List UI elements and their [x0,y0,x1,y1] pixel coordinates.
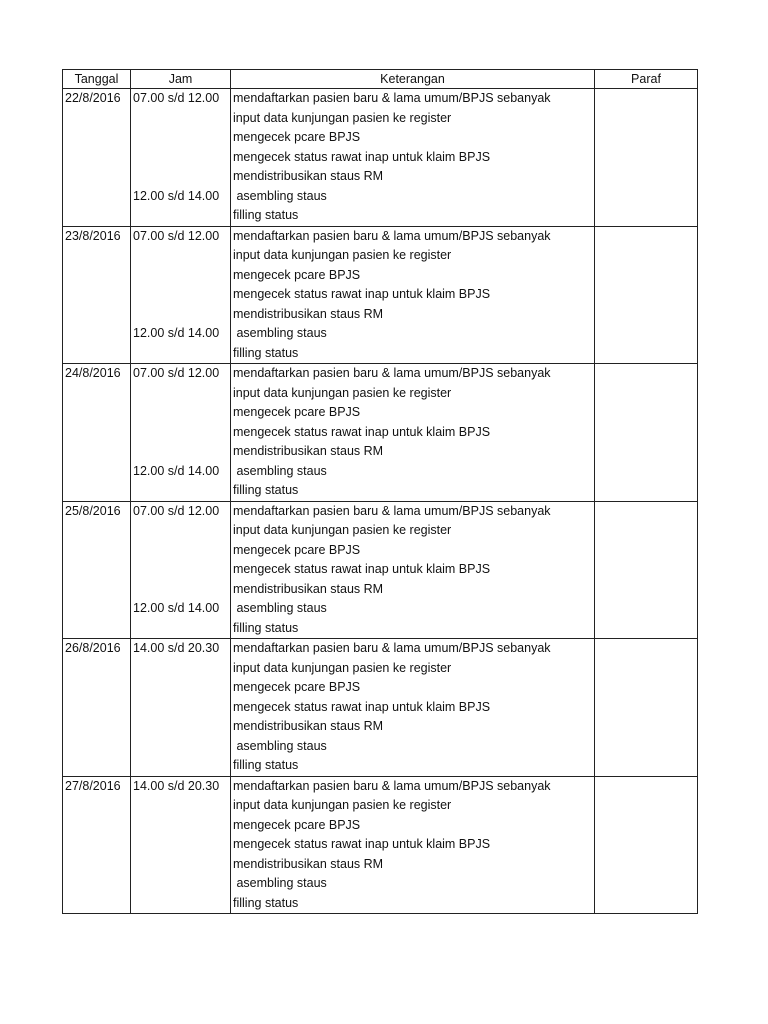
time-range [133,855,228,875]
time-range: 12.00 s/d 14.00 [133,326,220,340]
time-range [133,580,228,600]
time-range [133,541,228,561]
date-cell [63,501,131,639]
task-line: mengecek pcare BPJS [233,267,361,282]
task-line: asembling staus [233,876,327,890]
task-line: filling status [233,483,299,497]
table-row [63,501,698,639]
time-range [133,874,228,894]
time-range [133,756,228,776]
task-line: filling status [233,895,299,910]
time-range: 12.00 s/d 14.00 [133,601,220,615]
date-value: 23/8/2016 [65,228,121,243]
task-line: mengecek status rawat inap untuk klaim BPJS [233,424,491,439]
task-line: input data kunjungan pasien ke register [233,385,452,400]
time-range: 07.00 s/d 12.00 [133,228,220,243]
task-line: input data kunjungan pasien ke register [233,798,452,812]
time-range [133,403,228,423]
jam-cell [131,639,231,777]
task-line: mendistribusikan staus RM [233,444,384,458]
task-line: filling status [233,345,299,360]
time-range: 07.00 s/d 12.00 [133,91,220,105]
task-line: input data kunjungan pasien ke register [233,660,452,675]
paraf-cell [595,501,698,639]
time-range: 14.00 s/d 20.30 [133,778,220,793]
task-line: mengecek status rawat inap untuk klaim BPJS [233,699,491,714]
task-line: asembling staus [233,738,327,753]
task-line: mengecek pcare BPJS [233,817,361,832]
task-line: mengecek pcare BPJS [233,130,361,144]
task-line: mendistribusikan staus RM [233,581,384,596]
task-line: asembling staus [233,601,327,615]
date-cell [63,89,131,227]
task-line: mendaftarkan pasien baru & lama umum/BPJS sebanyak [233,641,551,655]
task-line: input data kunjungan pasien ke register [233,110,452,125]
time-range: 07.00 s/d 12.00 [133,503,220,518]
task-line: input data kunjungan pasien ke register [233,523,452,537]
paraf-cell [595,364,698,502]
jam-cell [131,501,231,639]
date-value: 25/8/2016 [65,503,121,518]
task-line: mendistribusikan staus RM [233,306,384,321]
time-range: 12.00 s/d 14.00 [133,188,220,203]
time-range [133,423,228,443]
jam-cell [131,226,231,364]
paraf-cell [595,639,698,777]
date-value: 27/8/2016 [65,778,121,793]
table-row [63,89,698,227]
table-row [63,776,698,914]
task-line: mendaftarkan pasien baru & lama umum/BPJS sebanyak [233,366,551,380]
time-range [133,796,228,816]
header-keterangan: Keterangan [231,70,595,89]
time-range [133,246,228,266]
task-line: mendistribusikan staus RM [233,169,384,183]
time-range [133,560,228,580]
time-range [133,835,228,855]
jam-cell [131,364,231,502]
date-value: 26/8/2016 [65,641,121,655]
time-range [133,659,228,679]
time-range [133,206,228,226]
task-line: asembling staus [233,463,327,478]
time-range [133,344,228,364]
header-jam: Jam [131,70,231,89]
paraf-cell [595,89,698,227]
task-line: filling status [233,620,299,635]
paraf-cell [595,776,698,914]
paraf-cell [595,226,698,364]
time-range [133,305,228,325]
date-value: 22/8/2016 [65,91,121,105]
keterangan-cell [231,226,595,364]
date-cell [63,364,131,502]
date-cell [63,226,131,364]
keterangan-cell [231,776,595,914]
time-range [133,717,228,737]
keterangan-cell [231,639,595,777]
keterangan-cell [231,501,595,639]
time-range [133,285,228,305]
date-cell [63,639,131,777]
time-range [133,894,228,914]
time-range [133,737,228,757]
task-line: mengecek pcare BPJS [233,680,361,694]
header-paraf: Paraf [595,70,698,89]
date-cell [63,776,131,914]
time-range [133,384,228,404]
time-range [133,521,228,541]
task-line: asembling staus [233,188,327,203]
jam-cell [131,89,231,227]
time-range [133,167,228,187]
activity-log-table [62,69,698,914]
table-row [63,364,698,502]
time-range [133,148,228,168]
task-line: input data kunjungan pasien ke register [233,248,452,262]
time-range [133,816,228,836]
time-range: 07.00 s/d 12.00 [133,366,220,380]
jam-cell [131,776,231,914]
time-range [133,266,228,286]
task-line: filling status [233,208,299,222]
time-range: 12.00 s/d 14.00 [133,463,220,478]
task-line: mendaftarkan pasien baru & lama umum/BPJS sebanyak [233,503,551,518]
task-line: mengecek status rawat inap untuk klaim BPJS [233,149,491,164]
time-range [133,698,228,718]
time-range [133,481,228,501]
task-line: mendaftarkan pasien baru & lama umum/BPJS sebanyak [233,778,551,793]
time-range [133,619,228,639]
time-range [133,109,228,129]
time-range [133,678,228,698]
log-body [63,89,698,914]
table-row [63,226,698,364]
table-row [63,639,698,777]
task-line: filling status [233,758,299,772]
task-line: asembling staus [233,326,327,340]
task-line: mengecek pcare BPJS [233,542,361,557]
date-value: 24/8/2016 [65,366,121,380]
task-line: mendaftarkan pasien baru & lama umum/BPJS sebanyak [233,228,551,243]
time-range [133,442,228,462]
task-line: mendistribusikan staus RM [233,719,384,733]
task-line: mengecek pcare BPJS [233,405,361,419]
task-line: mengecek status rawat inap untuk klaim BPJS [233,837,491,851]
keterangan-cell [231,89,595,227]
time-range [133,128,228,148]
task-line: mendaftarkan pasien baru & lama umum/BPJS sebanyak [233,91,551,105]
task-line: mendistribusikan staus RM [233,856,384,871]
header-row [63,70,698,89]
keterangan-cell [231,364,595,502]
header-tanggal: Tanggal [63,70,131,89]
time-range: 14.00 s/d 20.30 [133,641,220,655]
task-line: mengecek status rawat inap untuk klaim BPJS [233,287,491,301]
task-line: mengecek status rawat inap untuk klaim BPJS [233,562,491,576]
